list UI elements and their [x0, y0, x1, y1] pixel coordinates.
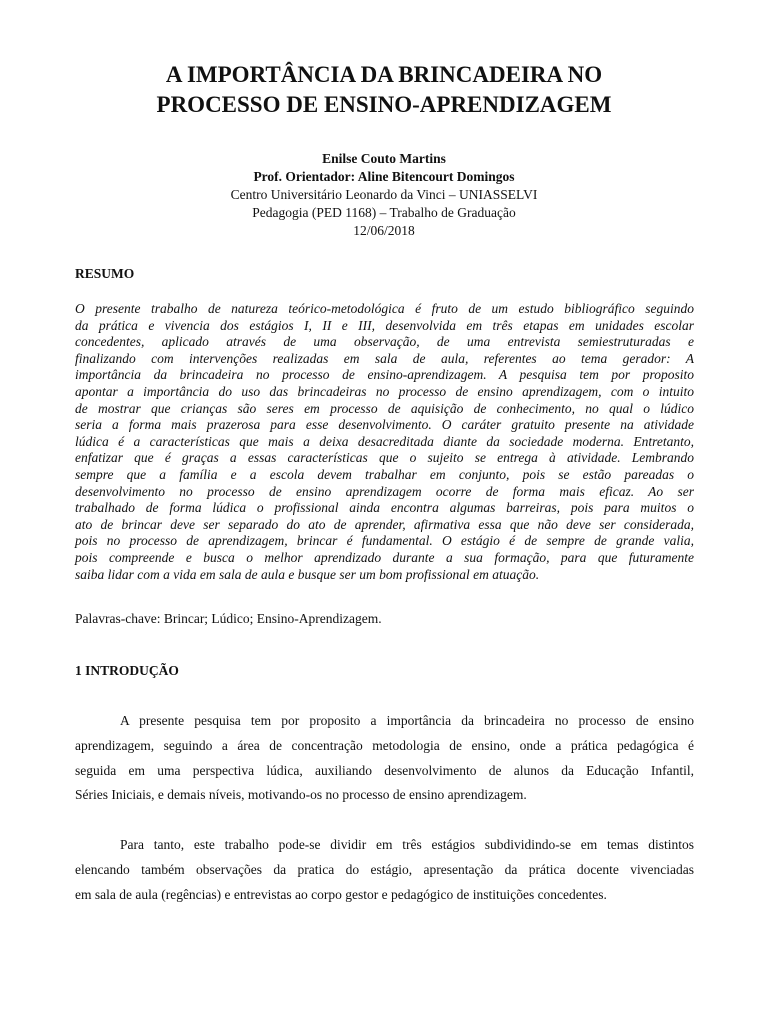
- institution: Centro Universitário Leonardo da Vinci – UNIASSELVI: [230, 187, 538, 202]
- abstract-line: enfatizar que é graças a essas características que o sujeito se entrega à atividade. Lembrando: [75, 450, 694, 466]
- abstract-line: da prática e vivencia dos estágios I, II e III, desenvolvida em três etapas em unidades escolar: [75, 317, 694, 333]
- author-name: Enilse Couto Martins: [322, 151, 446, 166]
- paragraph-line: Séries Iniciais, e demais níveis, motivando-os no processo de ensino aprendizagem.: [75, 787, 527, 803]
- abstract-line: concedentes, aplicado através de uma observação, de uma entrevista semiestruturadas e: [75, 334, 694, 350]
- abstract-line: sempre que a família e a escola devem trabalhar em conjunto, pois se estão pareadas o: [75, 466, 694, 482]
- abstract-text: [75, 301, 694, 583]
- abstract-line: trabalhado de forma lúdica o profissional ainda encontra algumas barreiras, pois para muitos o: [75, 500, 694, 516]
- paragraph-line: elencando também observações da pratica do estágio, apresentação da prática docente vivenciadas: [75, 861, 694, 877]
- date: 12/06/2018: [353, 223, 415, 238]
- abstract-line: finalizando com intervenções realizadas em sala de aula, referentes ao tema gerador: A: [75, 350, 694, 366]
- abstract-line: O presente trabalho de natureza teórico-metodológica é fruto de um estudo bibliográfico seguindo: [75, 301, 694, 316]
- introduction-heading: 1 INTRODUÇÃO: [75, 663, 179, 678]
- course: Pedagogia (PED 1168) – Trabalho de Graduação: [252, 205, 516, 220]
- introduction-paragraph-1: [75, 709, 694, 808]
- paragraph-line: aprendizagem, seguindo a área de concentração metodologia de ensino, onde a prática pedagógica é: [75, 737, 694, 753]
- abstract-line: apontar a importância do uso das brincadeiras no processo de ensino aprendizagem, com o intuito: [75, 383, 694, 399]
- author-block: [60, 150, 708, 240]
- abstract-line: saiba lidar com a vida em sala de aula e busque ser um bom profissional em atuação.: [75, 566, 540, 582]
- abstract-line: lúdica é a características que mais a deixa desacreditada diante da sociedade moderna. Entretanto,: [75, 433, 694, 449]
- paper-title: [60, 60, 708, 120]
- abstract-line: pois no processo de aprendizagem, brincar é fundamental. O estágio é de sempre de grande valia,: [75, 533, 694, 549]
- abstract-heading: RESUMO: [75, 266, 135, 281]
- paper-title-line: A IMPORTÂNCIA DA BRINCADEIRA NO: [165, 62, 603, 87]
- advisor-name: Prof. Orientador: Aline Bitencourt Domingos: [253, 169, 515, 184]
- paragraph-line: Para tanto, este trabalho pode-se dividir em três estágios subdividindo-se em temas distintos: [120, 837, 694, 852]
- introduction-paragraph-2: [75, 833, 694, 907]
- abstract-line: seria a forma mais prazerosa para esse desenvolvimento. O caráter gratuito presente na atividade: [75, 417, 694, 433]
- keywords: Palavras-chave: Brincar; Lúdico; Ensino-Aprendizagem.: [75, 611, 382, 626]
- abstract-line: importância da brincadeira no processo de ensino-aprendizagem. A pesquisa tem por proposito: [75, 367, 694, 383]
- paragraph-line: seguida em uma perspectiva lúdica, auxiliando desenvolvimento de alunos da Educação Infantil,: [75, 762, 694, 778]
- abstract-line: de mostrar que crianças são seres em processo de aquisição de conhecimento, no qual o lúdico: [75, 400, 694, 416]
- paper-title-line: PROCESSO DE ENSINO-APRENDIZAGEM: [156, 92, 612, 117]
- abstract-line: desenvolvimento no processo de ensino aprendizagem ocorre de forma mais eficaz. Ao ser: [75, 483, 694, 499]
- paragraph-line: A presente pesquisa tem por proposito a importância da brincadeira no processo de ensino: [120, 713, 694, 728]
- abstract-line: ato de brincar deve ser separado do ato de aprender, afirmativa essa que não deve ser considerada,: [75, 516, 694, 532]
- abstract-line: pois compreende e busca o melhor aprendizado durante a sua formação, para que futuramente: [75, 549, 694, 565]
- paragraph-line: em sala de aula (regências) e entrevistas ao corpo gestor e pedagógico de instituições concedentes.: [75, 886, 607, 902]
